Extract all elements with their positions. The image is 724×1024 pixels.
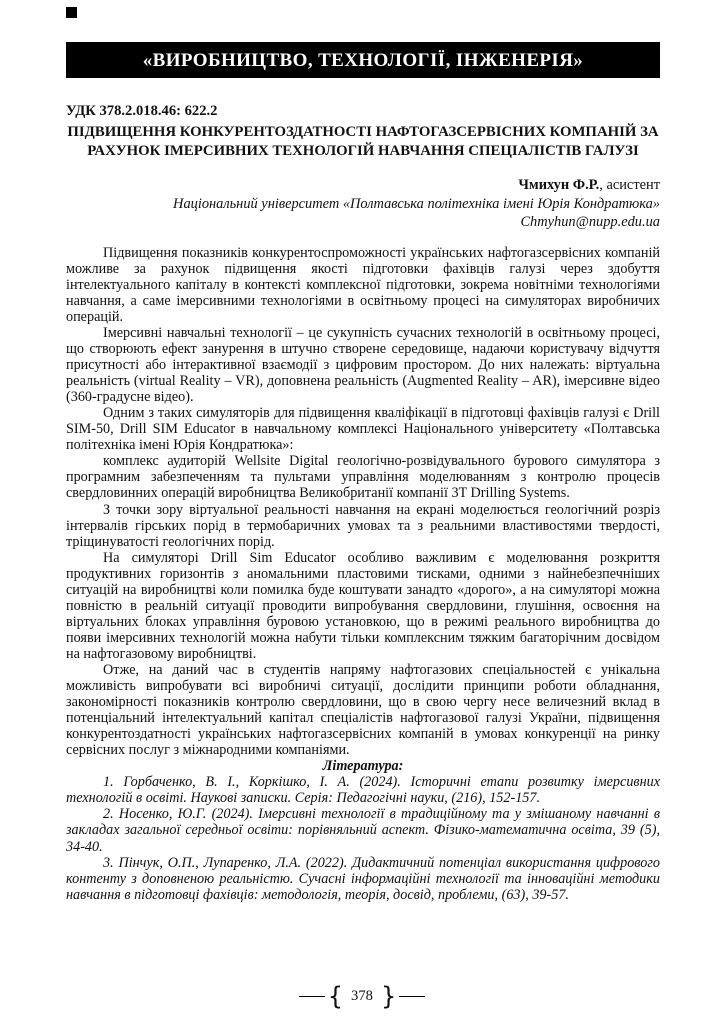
paragraph: З точки зору віртуальної реальності навчання на екрані моделюється геологічний розріз інтервалів гірських порід в термобаричних умовах та з реальними властивостями твердості, тріщинуватості геологічних порід. bbox=[66, 501, 660, 550]
footer-left-brace-ornament: { bbox=[327, 981, 344, 1011]
footer-right-brace-ornament: } bbox=[380, 981, 397, 1011]
paragraph: комплекс аудиторій Wellsite Digital геологічно-розвідувального бурового симулятора з програмним забезпеченням та пультами управління моделюванням з контролю процесів свердловинних операцій виробництва Великобританії компанії 3T Drilling Systems. bbox=[66, 453, 660, 502]
literature-heading: Література: bbox=[322, 758, 404, 775]
author-role: , асистент bbox=[599, 177, 660, 194]
udc-code: УДК 378.2.018.46: 622.2 bbox=[66, 103, 218, 119]
affiliation: Національний університет «Полтавська політехніка імені Юрія Кондратюка» bbox=[173, 195, 660, 212]
reference-item: 3. Пінчук, О.П., Лупаренко, Л.А. (2022). Дидактичний потенціал використання цифрового контенту з доповненою реальністю. Сучасні інформаційні технології та інноваційні методики навчання в підготовці фахівців: методологія, теорія, досвід, проблеми, (63), 39-57. bbox=[66, 854, 660, 903]
footer-left-rule bbox=[299, 996, 325, 997]
article-body bbox=[66, 245, 660, 903]
paragraph: Імерсивні навчальні технології – це сукупність сучасних технологій в освітньому процесі, що створюють ефект занурення в штучно створене середовище, надаючи користувачу відчуття присутності або інтерактивної взаємодії з цифровим простором. До них належать: віртуальна реальність (virtual Reality – VR), доповнена реальність (Augmented Reality – AR), імерсивне відео (360-градусне відео). bbox=[66, 325, 660, 406]
journal-banner-text: «ВИРОБНИЦТВО, ТЕХНОЛОГІЇ, ІНЖЕНЕРІЯ» bbox=[142, 50, 584, 71]
page-number: 378 bbox=[351, 987, 373, 1004]
corner-mark bbox=[66, 7, 77, 18]
page-footer bbox=[0, 981, 724, 1011]
author-name: Чмихун Ф.Р. bbox=[518, 177, 600, 194]
email: Chmyhun@nupp.edu.ua bbox=[520, 214, 660, 231]
paragraph: Отже, на даний час в студентів напряму нафтогазових спеціальностей є унікальна можливість випробувати всі виробничі ситуації, дослідити принципи роботи обладнання, закономірності показників контролю свердловини, що в свою чергу несе величезний вклад в потенціальний інтелектуальний капітал спеціалістів нафтогазової галузі України, підвищення конкурентоздатності українських нафтогазсервісних компаній в умовах конкуренції на ринку сервісних послуг з міжнародними компаніями. bbox=[66, 662, 660, 759]
reference-item: 2. Носенко, Ю.Г. (2024). Імерсивні технології в традиційному та у змішаному навчанні в закладах загальної середньої освіти: порівняльний аспект. Фізико-математична освіта, 39 (5), 34-40. bbox=[66, 806, 660, 855]
author-line bbox=[66, 176, 660, 194]
paragraph: На симуляторі Drill Sim Educator особливо важливим є моделювання розкриття продуктивних горизонтів з аномальними пластовими тисками, одними з найнебезпечніших ситуацій на виробництві коли помилка буде коштувати занадто «дорого», а на симуляторі можна повністю в реальній ситуації проводити випробування свердловини, глушіння, освоєння на віртуальних блоках управління буровою установкою, що в режимі реального виробництва до появи імерсивних технологій можна набути тільки комплексним тяжким багаторічним досвідом на нафтогазовому виробництві. bbox=[66, 549, 660, 662]
journal-banner bbox=[66, 42, 660, 78]
reference-item: 1. Горбаченко, В. І., Коркішко, І. А. (2024). Історичні етапи розвитку імерсивних технологій в освіті. Наукові записки. Серія: Педагогічні науки, (216), 152-157. bbox=[66, 774, 660, 807]
byline bbox=[66, 176, 660, 231]
paragraph: Одним з таких симуляторів для підвищення кваліфікації в підготовці фахівців галузі є Drill SIM-50, Drill SIM Educator в навчальному комплексі Національного університету «Полтавська політехніка імені Юрія Кондратюка»: bbox=[66, 405, 660, 454]
article-title: ПІДВИЩЕННЯ КОНКУРЕНТОЗДАТНОСТІ НАФТОГАЗСЕРВІСНИХ КОМПАНІЙ ЗА РАХУНОК ІМЕРСИВНИХ ТЕХНОЛОГІЙ НАВЧАННЯ СПЕЦІАЛІСТІВ ГАЛУЗІ bbox=[67, 124, 659, 160]
paragraph: Підвищення показників конкурентоспроможності українських нафтогазсервісних компаній можливе за рахунок підвищення якості підготовки фахівців галузі через здобуття інтелектуального капіталу в контексті комплексної підготовки, зокрема новітніми технологіями навчання, а саме імерсивними технологіями в освітньому процесі на симуляторах виробничих операцій. bbox=[66, 244, 660, 325]
footer-right-rule bbox=[399, 996, 425, 997]
